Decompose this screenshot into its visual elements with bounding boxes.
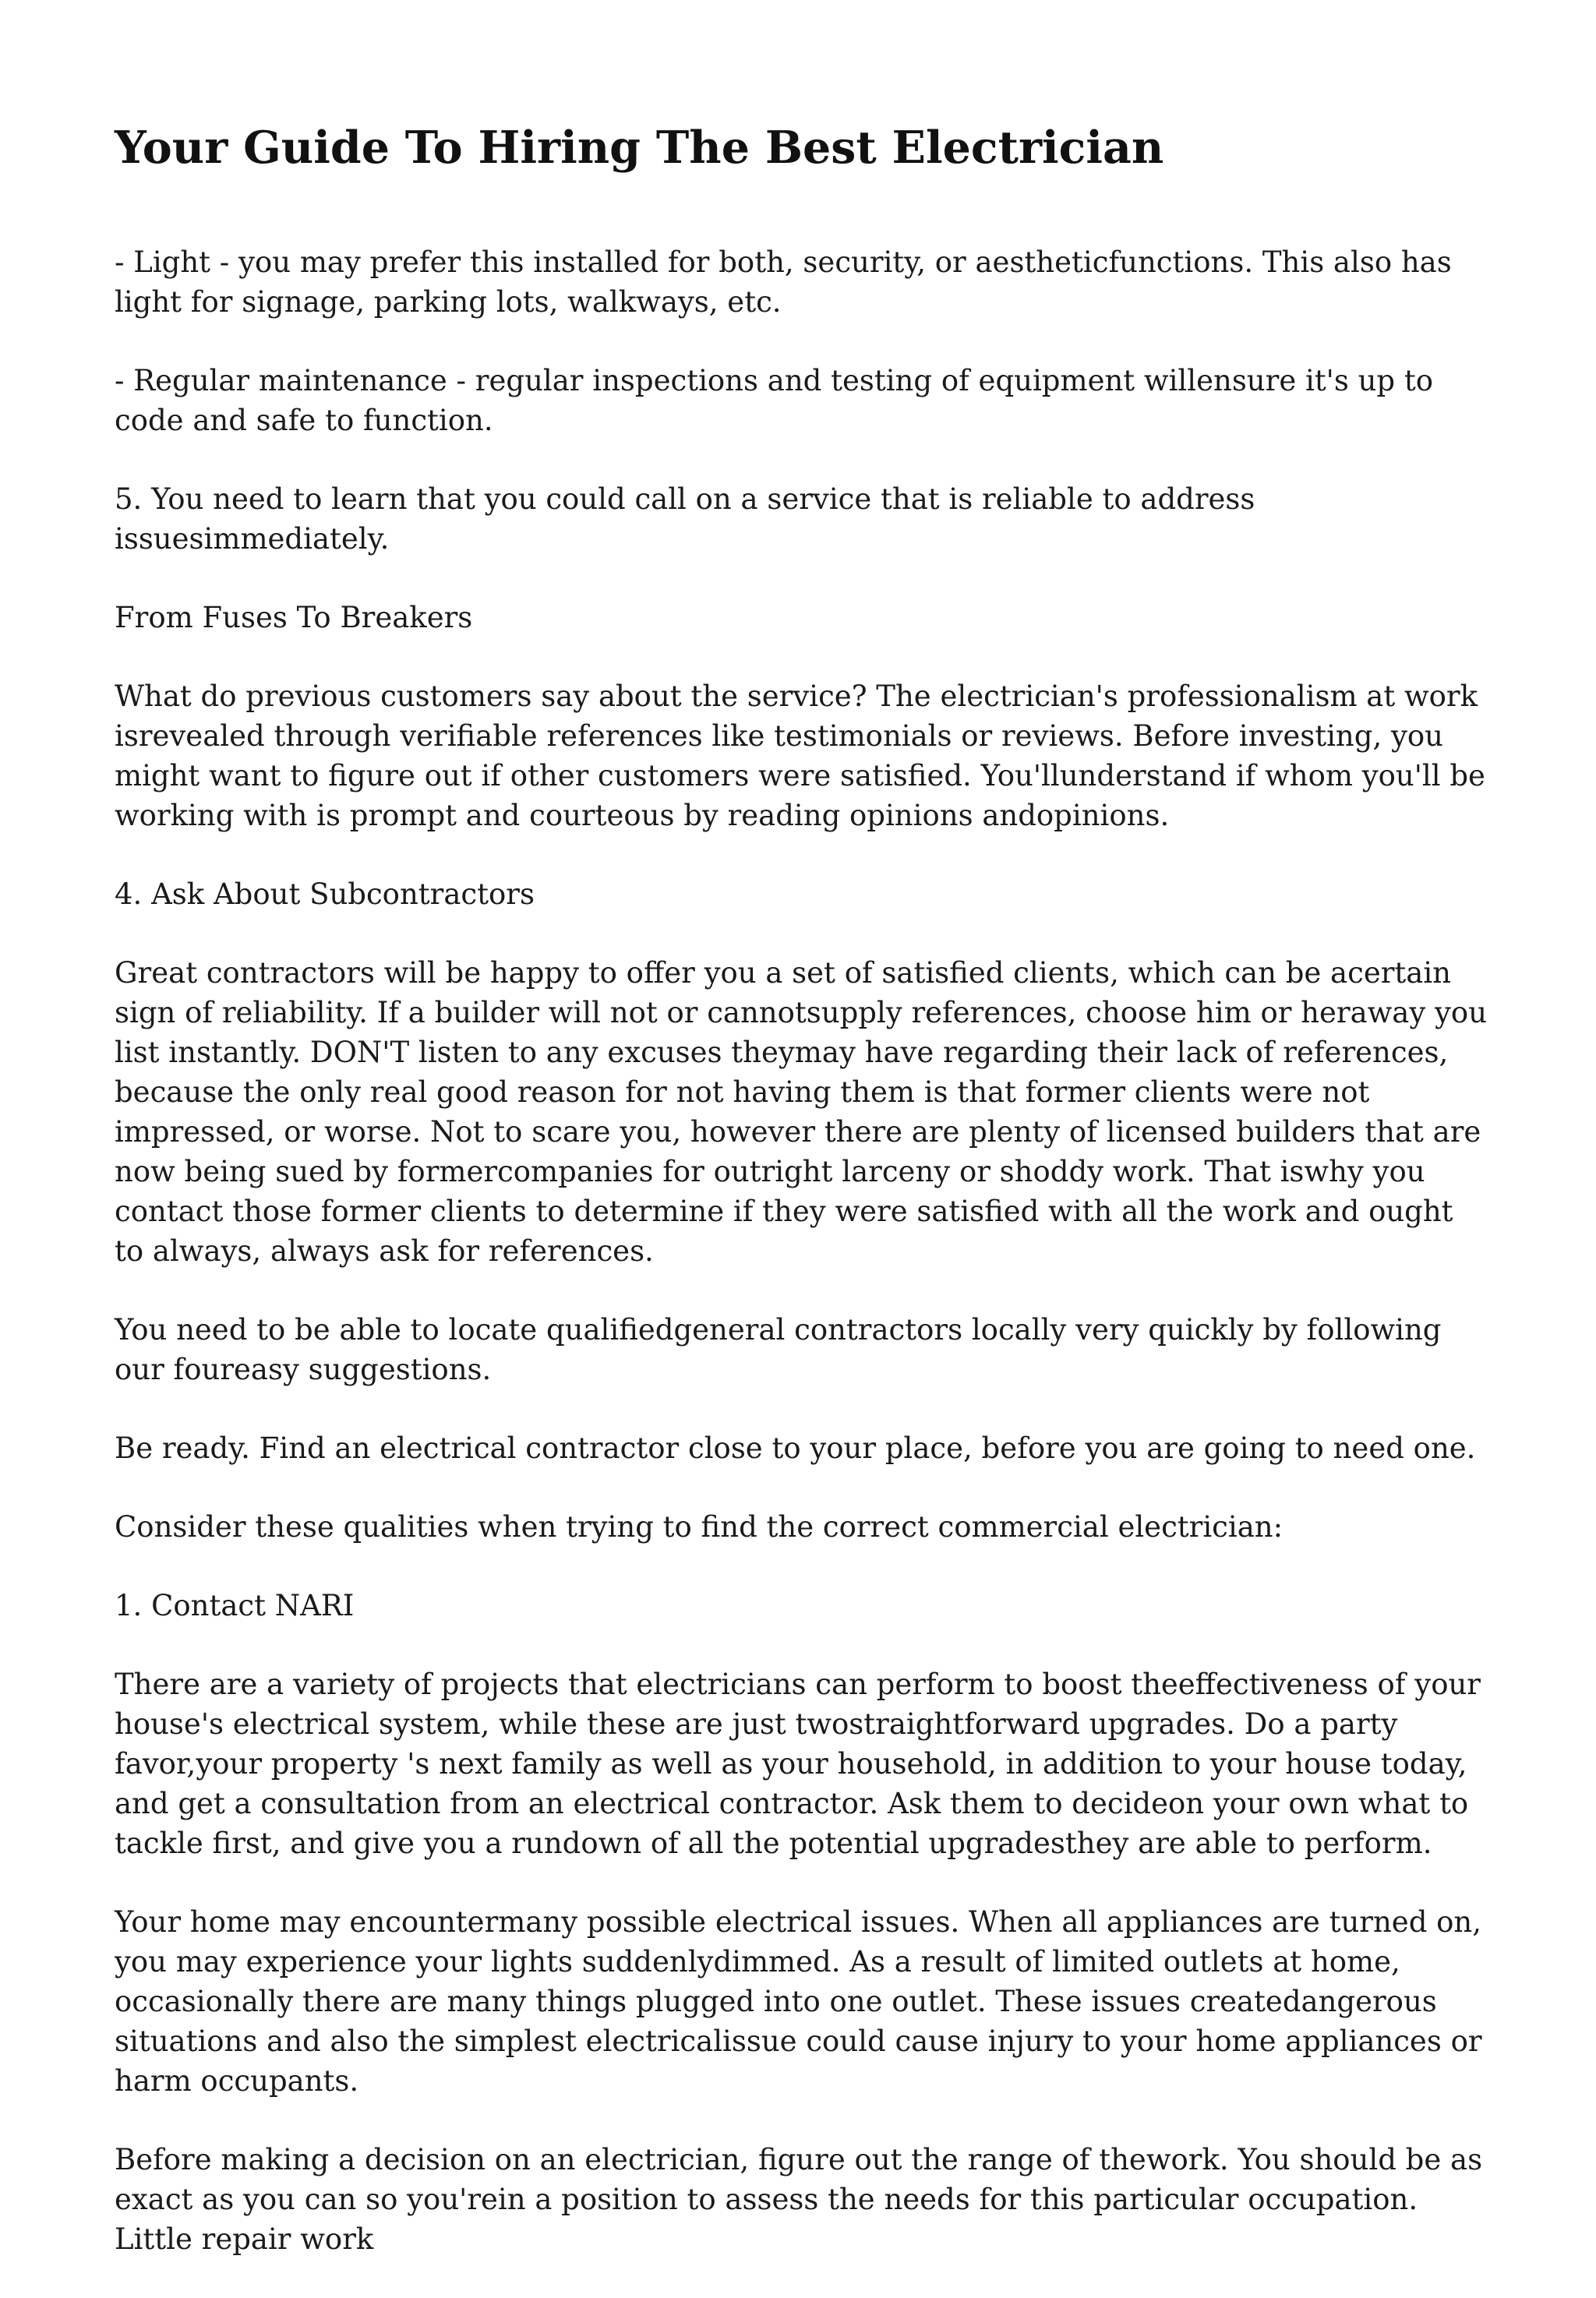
- paragraph-locate-contractors: You need to be able to locate qualifiedgeneral contractors locally very quickly by following our foureasy suggestions.: [115, 1313, 1442, 1386]
- subheading-contact-nari: 1. Contact NARI: [115, 1589, 355, 1622]
- paragraph-be-ready: Be ready. Find an electrical contractor close to your place, before you are going to need one.: [115, 1431, 1476, 1465]
- document-page: [115, 117, 1490, 2298]
- paragraph-electrical-issues: Your home may encountermany possible electrical issues. When all appliances are turned on, you may experience your lights suddenlydimmed. As a result of limited outlets at home, occasionally there are many things plugged into one outlet. These issues createdangerous situations and also the simplest electricalissue could cause injury to your home appliances or harm occupants.: [115, 1905, 1482, 2098]
- page-title: Your Guide To Hiring The Best Electrician: [115, 122, 1164, 174]
- paragraph-previous-customers: What do previous customers say about the service? The electrician's professionalism at work isrevealed through verifiable references like testimonials or reviews. Before investing, you might want to figure out if other customers were satisfied. You'llunderstand if whom you'll be working with is prompt and courteous by reading opinions andopinions.: [115, 680, 1485, 832]
- paragraph-light: - Light - you may prefer this installed for both, security, or aestheticfunctions. This also has light for signage, parking lots, walkways, etc.: [115, 245, 1452, 319]
- paragraph-regular-maintenance: - Regular maintenance - regular inspections and testing of equipment willensure it's up to code and safe to function.: [115, 364, 1434, 437]
- subheading-fuses-to-breakers: From Fuses To Breakers: [115, 601, 473, 634]
- paragraph-great-contractors: Great contractors will be happy to offer you a set of satisfied clients, which can be acertain sign of reliability. If a builder will not or cannotsupply references, choose him or heraway you list instantly. DON'T listen to any excuses theymay have regarding their lack of references, because the only real good reason for not having them is that former clients were not impressed, or worse. Not to scare you, however there are plenty of licensed builders that are now being sued by formercompanies for outright larceny or shoddy work. That iswhy you contact those former clients to determine if they were satisfied with all the work and ought to always, always ask for references.: [115, 956, 1488, 1268]
- paragraph-consider-qualities: Consider these qualities when trying to find the correct commercial electrician:: [115, 1510, 1284, 1544]
- paragraph-variety-of-projects: There are a variety of projects that electricians can perform to boost theeffectiveness of your house's electrical system, while these are just twostraightforward upgrades. Do a party favor,your property 's next family as well as your household, in addition to your house today, and get a consultation from an electrical contractor. Ask them to decideon your own what to tackle first, and give you a rundown of all the potential upgradesthey are able to perform.: [115, 1668, 1481, 1860]
- subheading-ask-about-subcontractors: 4. Ask About Subcontractors: [115, 877, 535, 911]
- paragraph-range-of-work: Before making a decision on an electrician, figure out the range of thework. You should be as exact as you can so you'rein a position to assess the needs for this particular occupation. Little repair work: [115, 2143, 1483, 2256]
- paragraph-reliable-service: 5. You need to learn that you could call on a service that is reliable to address issuesimmediately.: [115, 482, 1255, 556]
